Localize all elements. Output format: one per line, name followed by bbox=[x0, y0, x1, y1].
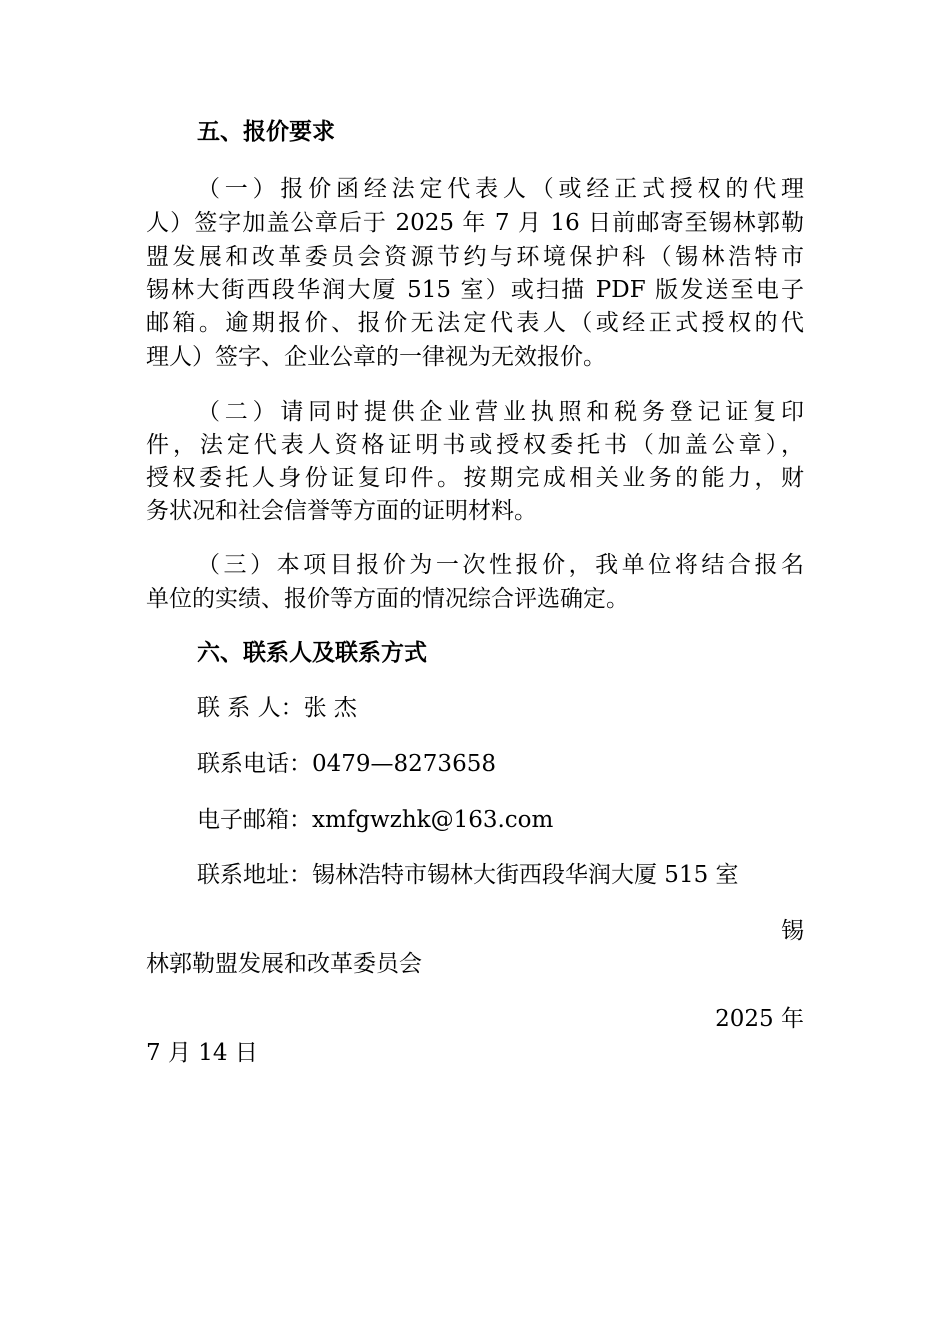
p2-line-2: 件，法定代表人资格证明书或授权委托书（加盖公章）， bbox=[146, 432, 804, 458]
signature-org-line-2: 林郭勒盟发展和改革委员会 bbox=[146, 951, 422, 977]
p1-line-6: 理人）签字、企业公章的一律视为无效报价。 bbox=[146, 344, 606, 370]
p1-line-1: （一）报价函经法定代表人（或经正式授权的代理 bbox=[197, 176, 804, 202]
p1-line-2: 人）签字加盖公章后于 2025 年 7 月 16 日前邮寄至锡林郭勒 bbox=[146, 210, 804, 236]
signature-date-line-2: 7 月 14 日 bbox=[146, 1040, 258, 1066]
section6-heading: 六、联系人及联系方式 bbox=[197, 639, 427, 666]
p2-line-4: 务状况和社会信誉等方面的证明材料。 bbox=[146, 498, 537, 524]
signature-date-line-1: 2025 年 bbox=[715, 1006, 804, 1032]
signature-org-line-1: 锡 bbox=[781, 918, 804, 944]
p3-line-1: （三）本项目报价为一次性报价，我单位将结合报名 bbox=[197, 552, 804, 578]
p2-line-1: （二）请同时提供企业营业执照和税务登记证复印 bbox=[197, 399, 804, 425]
p1-line-4: 锡林大街西段华润大厦 515 室）或扫描 PDF 版发送至电子 bbox=[146, 277, 804, 303]
contact-address: 联系地址：锡林浩特市锡林大街西段华润大厦 515 室 bbox=[197, 862, 739, 888]
p1-line-5: 邮箱。逾期报价、报价无法定代表人（或经正式授权的代 bbox=[146, 310, 804, 336]
section5-heading: 五、报价要求 bbox=[197, 118, 335, 145]
p1-line-3: 盟发展和改革委员会资源节约与环境保护科（锡林浩特市 bbox=[146, 244, 804, 270]
contact-person: 联 系 人：张 杰 bbox=[197, 695, 357, 721]
p2-line-3: 授权委托人身份证复印件。按期完成相关业务的能力，财 bbox=[146, 465, 804, 491]
contact-phone: 联系电话：0479—8273658 bbox=[197, 751, 496, 777]
p3-line-2: 单位的实绩、报价等方面的情况综合评选确定。 bbox=[146, 586, 629, 612]
contact-email: 电子邮箱：xmfgwzhk@163.com bbox=[197, 807, 554, 833]
